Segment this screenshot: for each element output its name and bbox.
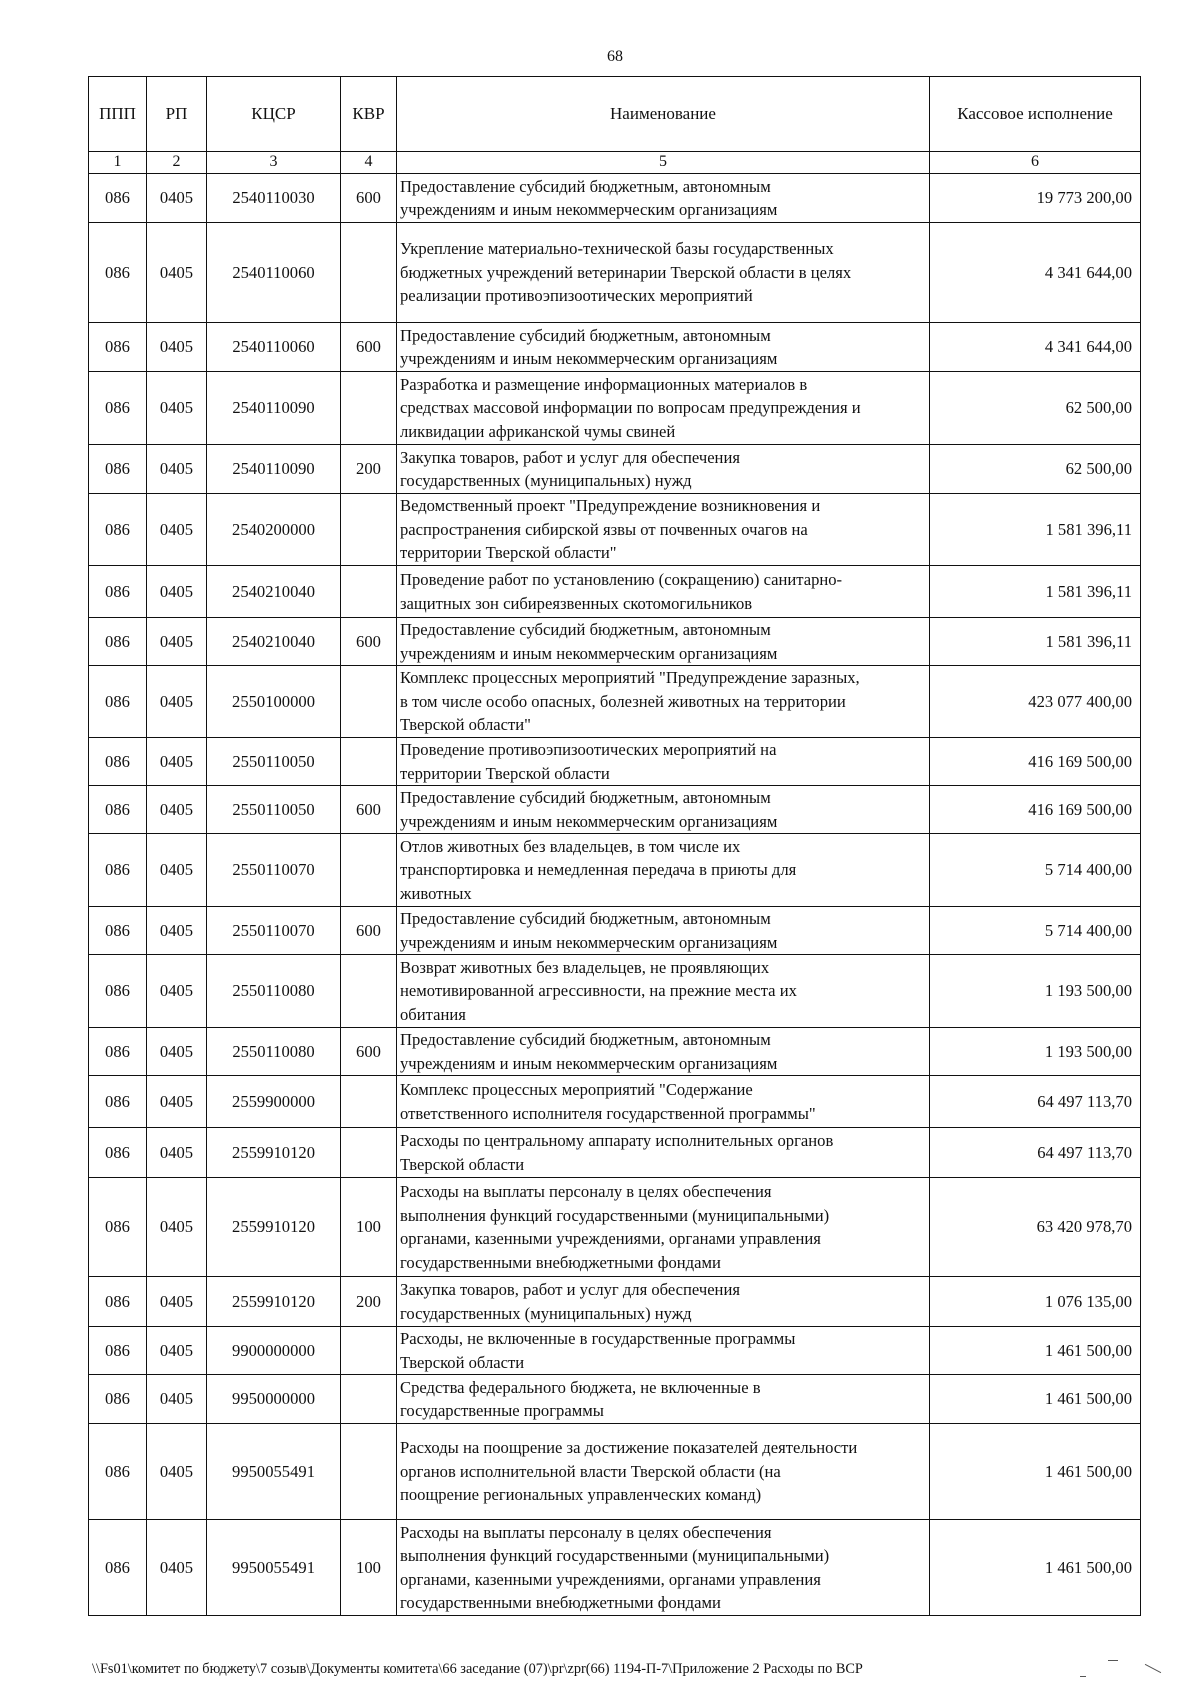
cell-rp: 0405 bbox=[147, 1028, 207, 1076]
cell-kcsr: 2540200000 bbox=[207, 494, 341, 566]
cell-rp: 0405 bbox=[147, 1424, 207, 1520]
table-header-row bbox=[89, 77, 1141, 152]
cell-ppp: 086 bbox=[89, 1128, 147, 1178]
cell-amount: 4 341 644,00 bbox=[930, 223, 1141, 323]
header-amount: Кассовое исполнение bbox=[930, 77, 1141, 152]
cell-rp: 0405 bbox=[147, 1076, 207, 1128]
cell-kcsr: 9950000000 bbox=[207, 1375, 341, 1424]
cell-kvr bbox=[341, 1375, 397, 1424]
scan-mark bbox=[1145, 1664, 1161, 1673]
cell-kvr bbox=[341, 494, 397, 566]
cell-rp: 0405 bbox=[147, 1128, 207, 1178]
cell-ppp: 086 bbox=[89, 1178, 147, 1277]
table-row bbox=[89, 1178, 1141, 1277]
cell-kvr bbox=[341, 372, 397, 445]
cell-kcsr: 2540110060 bbox=[207, 223, 341, 323]
cell-name: Расходы, не включенные в государственные программы Тверской области bbox=[397, 1327, 930, 1375]
cell-rp: 0405 bbox=[147, 372, 207, 445]
cell-kvr bbox=[341, 223, 397, 323]
table-row bbox=[89, 323, 1141, 372]
cell-ppp: 086 bbox=[89, 738, 147, 786]
cell-ppp: 086 bbox=[89, 666, 147, 738]
cell-name: Закупка товаров, работ и услуг для обеспечения государственных (муниципальных) нужд bbox=[397, 1277, 930, 1327]
scan-mark bbox=[1108, 1660, 1118, 1661]
cell-kvr bbox=[341, 738, 397, 786]
cell-kvr bbox=[341, 834, 397, 907]
cell-ppp: 086 bbox=[89, 1277, 147, 1327]
table-body bbox=[89, 174, 1141, 1616]
cell-rp: 0405 bbox=[147, 1178, 207, 1277]
cell-kcsr: 9950055491 bbox=[207, 1520, 341, 1616]
cell-kcsr: 2550100000 bbox=[207, 666, 341, 738]
cell-amount: 1 461 500,00 bbox=[930, 1424, 1141, 1520]
cell-ppp: 086 bbox=[89, 1520, 147, 1616]
cell-kvr bbox=[341, 1327, 397, 1375]
column-number: 3 bbox=[207, 152, 341, 174]
column-number: 5 bbox=[397, 152, 930, 174]
cell-amount: 1 581 396,11 bbox=[930, 618, 1141, 666]
cell-kcsr: 2540110090 bbox=[207, 372, 341, 445]
cell-kvr: 200 bbox=[341, 445, 397, 494]
table-row bbox=[89, 1028, 1141, 1076]
cell-ppp: 086 bbox=[89, 1375, 147, 1424]
cell-rp: 0405 bbox=[147, 323, 207, 372]
cell-name: Предоставление субсидий бюджетным, автономным учреждениям и иным некоммерческим организациям bbox=[397, 618, 930, 666]
header-kvr: КВР bbox=[341, 77, 397, 152]
cell-rp: 0405 bbox=[147, 566, 207, 618]
table-row bbox=[89, 1520, 1141, 1616]
cell-ppp: 086 bbox=[89, 445, 147, 494]
cell-kvr bbox=[341, 1128, 397, 1178]
cell-amount: 64 497 113,70 bbox=[930, 1128, 1141, 1178]
cell-kvr: 600 bbox=[341, 907, 397, 955]
cell-rp: 0405 bbox=[147, 738, 207, 786]
expenditure-table-container bbox=[88, 76, 1140, 1642]
cell-amount: 416 169 500,00 bbox=[930, 786, 1141, 834]
cell-name: Расходы на поощрение за достижение показателей деятельности органов исполнительной власти Тверской области (на поощрение региональных управленческих команд) bbox=[397, 1424, 930, 1520]
cell-rp: 0405 bbox=[147, 445, 207, 494]
cell-name: Предоставление субсидий бюджетным, автономным учреждениям и иным некоммерческим организациям bbox=[397, 323, 930, 372]
cell-rp: 0405 bbox=[147, 174, 207, 223]
table-row bbox=[89, 666, 1141, 738]
cell-name: Комплекс процессных мероприятий "Содержание ответственного исполнителя государственной программы" bbox=[397, 1076, 930, 1128]
header-kcsr: КЦСР bbox=[207, 77, 341, 152]
header-rp: РП bbox=[147, 77, 207, 152]
cell-name: Укрепление материально-технической базы государственных бюджетных учреждений ветеринарии Тверской области в целях реализации противоэпизоотических мероприятий bbox=[397, 223, 930, 323]
cell-rp: 0405 bbox=[147, 1520, 207, 1616]
table-row bbox=[89, 372, 1141, 445]
cell-ppp: 086 bbox=[89, 1028, 147, 1076]
cell-kvr: 600 bbox=[341, 618, 397, 666]
cell-rp: 0405 bbox=[147, 786, 207, 834]
cell-name: Возврат животных без владельцев, не проявляющих немотивированной агрессивности, на прежние места их обитания bbox=[397, 955, 930, 1028]
cell-amount: 4 341 644,00 bbox=[930, 323, 1141, 372]
cell-name: Расходы на выплаты персоналу в целях обеспечения выполнения функций государственными (муниципальными) органами, казенными учреждениями, органами управления государственными внебюджетными фондами bbox=[397, 1178, 930, 1277]
cell-name: Проведение работ по установлению (сокращению) санитарно- защитных зон сибиреязвенных скотомогильников bbox=[397, 566, 930, 618]
cell-amount: 5 714 400,00 bbox=[930, 834, 1141, 907]
cell-ppp: 086 bbox=[89, 786, 147, 834]
cell-kcsr: 2550110050 bbox=[207, 738, 341, 786]
table-row bbox=[89, 174, 1141, 223]
header-ppp: ППП bbox=[89, 77, 147, 152]
cell-kcsr: 2550110050 bbox=[207, 786, 341, 834]
cell-rp: 0405 bbox=[147, 1327, 207, 1375]
cell-amount: 416 169 500,00 bbox=[930, 738, 1141, 786]
cell-ppp: 086 bbox=[89, 1327, 147, 1375]
cell-amount: 1 581 396,11 bbox=[930, 566, 1141, 618]
footer-file-path: \\Fs01\комитет по бюджету\7 созыв\Документы комитета\66 заседание (07)\pr\zpr(66) 1194-П-7\Приложение 2 Расходы по ВСР bbox=[92, 1661, 863, 1677]
cell-name: Ведомственный проект "Предупреждение возникновения и распространения сибирской язвы от почвенных очагов на территории Тверской области" bbox=[397, 494, 930, 566]
cell-kcsr: 2550110080 bbox=[207, 955, 341, 1028]
cell-kcsr: 2540110030 bbox=[207, 174, 341, 223]
cell-kvr bbox=[341, 1424, 397, 1520]
table-row bbox=[89, 955, 1141, 1028]
cell-kcsr: 2550110070 bbox=[207, 907, 341, 955]
cell-rp: 0405 bbox=[147, 223, 207, 323]
table-row bbox=[89, 223, 1141, 323]
cell-ppp: 086 bbox=[89, 174, 147, 223]
cell-amount: 423 077 400,00 bbox=[930, 666, 1141, 738]
cell-ppp: 086 bbox=[89, 907, 147, 955]
table-row bbox=[89, 1076, 1141, 1128]
cell-amount: 1 461 500,00 bbox=[930, 1520, 1141, 1616]
cell-kvr: 100 bbox=[341, 1520, 397, 1616]
cell-amount: 63 420 978,70 bbox=[930, 1178, 1141, 1277]
cell-rp: 0405 bbox=[147, 666, 207, 738]
table-row bbox=[89, 907, 1141, 955]
table-row bbox=[89, 1375, 1141, 1424]
cell-rp: 0405 bbox=[147, 1277, 207, 1327]
cell-ppp: 086 bbox=[89, 223, 147, 323]
table-row bbox=[89, 618, 1141, 666]
table-row bbox=[89, 786, 1141, 834]
cell-ppp: 086 bbox=[89, 372, 147, 445]
cell-rp: 0405 bbox=[147, 1375, 207, 1424]
header-name: Наименование bbox=[397, 77, 930, 152]
cell-amount: 64 497 113,70 bbox=[930, 1076, 1141, 1128]
cell-rp: 0405 bbox=[147, 907, 207, 955]
cell-ppp: 086 bbox=[89, 1076, 147, 1128]
cell-ppp: 086 bbox=[89, 323, 147, 372]
cell-amount: 1 461 500,00 bbox=[930, 1327, 1141, 1375]
table-row bbox=[89, 1128, 1141, 1178]
cell-kcsr: 2540210040 bbox=[207, 566, 341, 618]
scan-mark bbox=[1080, 1676, 1086, 1677]
table-row bbox=[89, 738, 1141, 786]
cell-rp: 0405 bbox=[147, 834, 207, 907]
table-row bbox=[89, 1277, 1141, 1327]
cell-amount: 1 193 500,00 bbox=[930, 1028, 1141, 1076]
cell-amount: 62 500,00 bbox=[930, 445, 1141, 494]
cell-kvr: 600 bbox=[341, 786, 397, 834]
table-row bbox=[89, 1424, 1141, 1520]
cell-kcsr: 2559910120 bbox=[207, 1178, 341, 1277]
cell-ppp: 086 bbox=[89, 834, 147, 907]
cell-amount: 1 193 500,00 bbox=[930, 955, 1141, 1028]
cell-kvr: 100 bbox=[341, 1178, 397, 1277]
column-number: 4 bbox=[341, 152, 397, 174]
table-row bbox=[89, 445, 1141, 494]
cell-kcsr: 2550110080 bbox=[207, 1028, 341, 1076]
cell-name: Проведение противоэпизоотических мероприятий на территории Тверской области bbox=[397, 738, 930, 786]
cell-name: Предоставление субсидий бюджетным, автономным учреждениям и иным некоммерческим организациям bbox=[397, 1028, 930, 1076]
column-number: 6 bbox=[930, 152, 1141, 174]
cell-kvr: 200 bbox=[341, 1277, 397, 1327]
cell-kcsr: 2540210040 bbox=[207, 618, 341, 666]
cell-ppp: 086 bbox=[89, 618, 147, 666]
cell-name: Расходы по центральному аппарату исполнительных органов Тверской области bbox=[397, 1128, 930, 1178]
table-row bbox=[89, 566, 1141, 618]
cell-kcsr: 9900000000 bbox=[207, 1327, 341, 1375]
cell-name: Расходы на выплаты персоналу в целях обеспечения выполнения функций государственными (муниципальными) органами, казенными учреждениями, органами управления государственными внебюджетными фондами bbox=[397, 1520, 930, 1616]
cell-name: Отлов животных без владельцев, в том числе их транспортировка и немедленная передача в приюты для животных bbox=[397, 834, 930, 907]
cell-amount: 1 581 396,11 bbox=[930, 494, 1141, 566]
cell-kcsr: 2550110070 bbox=[207, 834, 341, 907]
cell-kvr bbox=[341, 955, 397, 1028]
cell-kcsr: 2559910120 bbox=[207, 1277, 341, 1327]
cell-rp: 0405 bbox=[147, 618, 207, 666]
cell-ppp: 086 bbox=[89, 1424, 147, 1520]
cell-amount: 1 461 500,00 bbox=[930, 1375, 1141, 1424]
cell-name: Предоставление субсидий бюджетным, автономным учреждениям и иным некоммерческим организациям bbox=[397, 907, 930, 955]
table-row bbox=[89, 1327, 1141, 1375]
cell-rp: 0405 bbox=[147, 494, 207, 566]
cell-name: Средства федерального бюджета, не включенные в государственные программы bbox=[397, 1375, 930, 1424]
cell-kvr bbox=[341, 666, 397, 738]
cell-kcsr: 2540110090 bbox=[207, 445, 341, 494]
cell-name: Комплекс процессных мероприятий "Предупреждение заразных, в том числе особо опасных, болезней животных на территории Тверской области" bbox=[397, 666, 930, 738]
cell-rp: 0405 bbox=[147, 955, 207, 1028]
cell-amount: 19 773 200,00 bbox=[930, 174, 1141, 223]
cell-amount: 62 500,00 bbox=[930, 372, 1141, 445]
cell-kvr bbox=[341, 566, 397, 618]
cell-kcsr: 2559910120 bbox=[207, 1128, 341, 1178]
cell-name: Разработка и размещение информационных материалов в средствах массовой информации по вопросам предупреждения и ликвидации африканской чумы свиней bbox=[397, 372, 930, 445]
cell-amount: 1 076 135,00 bbox=[930, 1277, 1141, 1327]
cell-kcsr: 9950055491 bbox=[207, 1424, 341, 1520]
table-row bbox=[89, 834, 1141, 907]
cell-name: Предоставление субсидий бюджетным, автономным учреждениям и иным некоммерческим организациям bbox=[397, 786, 930, 834]
column-number-row bbox=[89, 152, 1141, 174]
cell-ppp: 086 bbox=[89, 955, 147, 1028]
cell-kvr: 600 bbox=[341, 1028, 397, 1076]
cell-amount: 5 714 400,00 bbox=[930, 907, 1141, 955]
table-row bbox=[89, 494, 1141, 566]
cell-kcsr: 2540110060 bbox=[207, 323, 341, 372]
column-number: 1 bbox=[89, 152, 147, 174]
expenditure-table bbox=[88, 76, 1141, 1616]
page-number: 68 bbox=[607, 48, 623, 65]
cell-kvr bbox=[341, 1076, 397, 1128]
cell-kcsr: 2559900000 bbox=[207, 1076, 341, 1128]
cell-kvr: 600 bbox=[341, 323, 397, 372]
column-number: 2 bbox=[147, 152, 207, 174]
cell-name: Закупка товаров, работ и услуг для обеспечения государственных (муниципальных) нужд bbox=[397, 445, 930, 494]
cell-ppp: 086 bbox=[89, 566, 147, 618]
cell-kvr: 600 bbox=[341, 174, 397, 223]
cell-name: Предоставление субсидий бюджетным, автономным учреждениям и иным некоммерческим организациям bbox=[397, 174, 930, 223]
cell-ppp: 086 bbox=[89, 494, 147, 566]
